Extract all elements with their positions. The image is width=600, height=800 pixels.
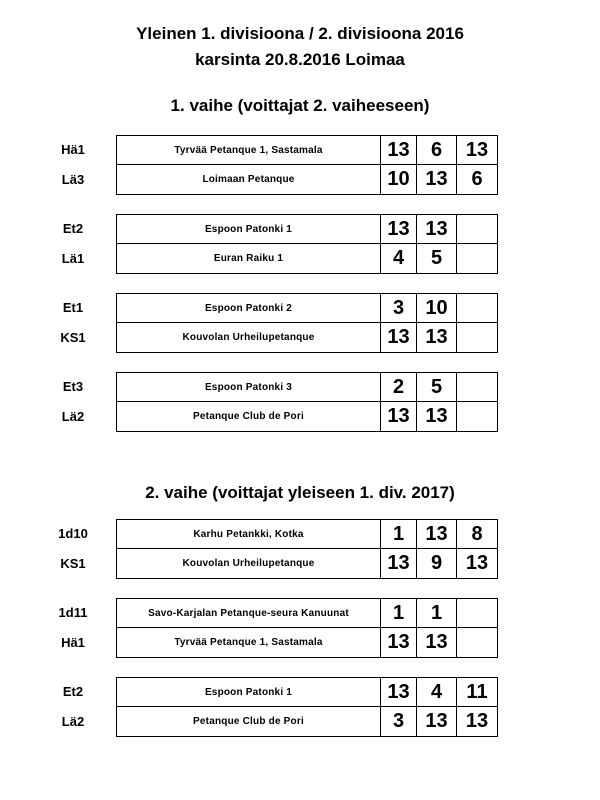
score-game-1: 13: [381, 323, 417, 352]
score-game-3: [457, 599, 497, 628]
team-code: KS1: [60, 330, 86, 345]
match-block: [0, 677, 600, 739]
match-block: [0, 135, 600, 197]
score-game-1: 13: [381, 678, 417, 707]
team-name: Espoon Patonki 3: [117, 373, 381, 402]
score-game-3: 8: [457, 520, 497, 549]
match-block: [0, 214, 600, 276]
score-game-2: 10: [417, 294, 457, 323]
score-table: [116, 598, 498, 658]
score-game-1: 1: [381, 599, 417, 628]
score-game-2: 13: [417, 165, 457, 194]
team-code: 1d11: [58, 605, 88, 620]
score-game-2: 9: [417, 549, 457, 578]
score-game-1: 13: [381, 402, 417, 431]
team-code: Lä2: [61, 409, 85, 424]
score-table: [116, 677, 498, 737]
score-game-3: [457, 373, 497, 402]
document-subtitle: karsinta 20.8.2016 Loimaa: [195, 50, 405, 69]
score-game-2: 13: [417, 520, 457, 549]
score-game-3: 13: [465, 710, 489, 732]
score-game-2: 13: [417, 323, 457, 352]
team-name: Karhu Petankki, Kotka: [117, 520, 381, 549]
score-game-1: 10: [381, 165, 417, 194]
phase2-heading: 2. vaihe (voittajat yleiseen 1. div. 2017): [145, 483, 455, 502]
team-name: Loimaan Petanque: [117, 165, 381, 194]
score-game-2: 5: [417, 373, 457, 402]
score-game-3: 6: [471, 168, 483, 190]
score-game-2: 4: [417, 678, 457, 707]
score-game-3: [457, 244, 497, 273]
score-game-3: [457, 215, 497, 244]
score-game-2: 6: [417, 136, 457, 165]
score-game-3: 13: [465, 552, 489, 574]
score-game-2: 13: [417, 628, 457, 657]
match-block: [0, 293, 600, 355]
document-title: Yleinen 1. divisioona / 2. divisioona 2016: [136, 24, 464, 43]
team-code: KS1: [60, 556, 86, 571]
team-code: Et1: [62, 300, 84, 315]
phase1-heading: 1. vaihe (voittajat 2. vaiheeseen): [170, 96, 430, 115]
score-game-1: 13: [381, 215, 417, 244]
team-name: Petanque Club de Pori: [117, 402, 381, 431]
team-name: Kouvolan Urheilupetanque: [117, 549, 381, 578]
score-game-1: 1: [381, 520, 417, 549]
team-name: Savo-Karjalan Petanque-seura Kanuunat: [117, 599, 381, 628]
team-name: Espoon Patonki 2: [117, 294, 381, 323]
score-game-1: 13: [381, 549, 417, 578]
team-name: Euran Raiku 1: [117, 244, 381, 273]
team-code: Et2: [62, 684, 84, 699]
team-code: Lä2: [61, 714, 85, 729]
score-table: [116, 214, 498, 274]
score-game-2: 5: [417, 244, 457, 273]
match-block: [0, 372, 600, 434]
team-name: Espoon Patonki 1: [117, 215, 381, 244]
score-table: [116, 519, 498, 579]
team-code: Lä1: [61, 251, 85, 266]
score-game-2: 13: [417, 402, 457, 431]
team-code: Hä1: [61, 142, 85, 157]
team-name: Kouvolan Urheilupetanque: [117, 323, 381, 352]
score-game-2: 13: [417, 707, 457, 736]
score-game-1: 3: [381, 707, 417, 736]
score-game-2: 1: [417, 599, 457, 628]
match-block: [0, 598, 600, 660]
score-game-3: 11: [457, 678, 497, 707]
score-game-3: 13: [457, 136, 497, 165]
team-code: Et2: [62, 221, 84, 236]
team-code: Hä1: [61, 635, 85, 650]
team-code: Et3: [62, 379, 84, 394]
score-game-3: [457, 294, 497, 323]
score-game-1: 13: [381, 136, 417, 165]
score-game-3: [457, 323, 497, 352]
score-game-1: 3: [381, 294, 417, 323]
score-game-3: [457, 628, 497, 657]
score-game-1: 13: [381, 628, 417, 657]
score-table: [116, 372, 498, 432]
match-block: [0, 519, 600, 581]
score-game-1: 2: [381, 373, 417, 402]
score-game-1: 4: [381, 244, 417, 273]
score-game-3: [457, 402, 497, 431]
team-code: 1d10: [58, 526, 88, 541]
team-name: Espoon Patonki 1: [117, 678, 381, 707]
score-table: [116, 293, 498, 353]
team-name: Tyrvää Petanque 1, Sastamala: [117, 628, 381, 657]
score-table: [116, 135, 498, 195]
team-name: Tyrvää Petanque 1, Sastamala: [117, 136, 381, 165]
team-name: Petanque Club de Pori: [117, 707, 381, 736]
team-code: Lä3: [61, 172, 85, 187]
score-game-2: 13: [417, 215, 457, 244]
